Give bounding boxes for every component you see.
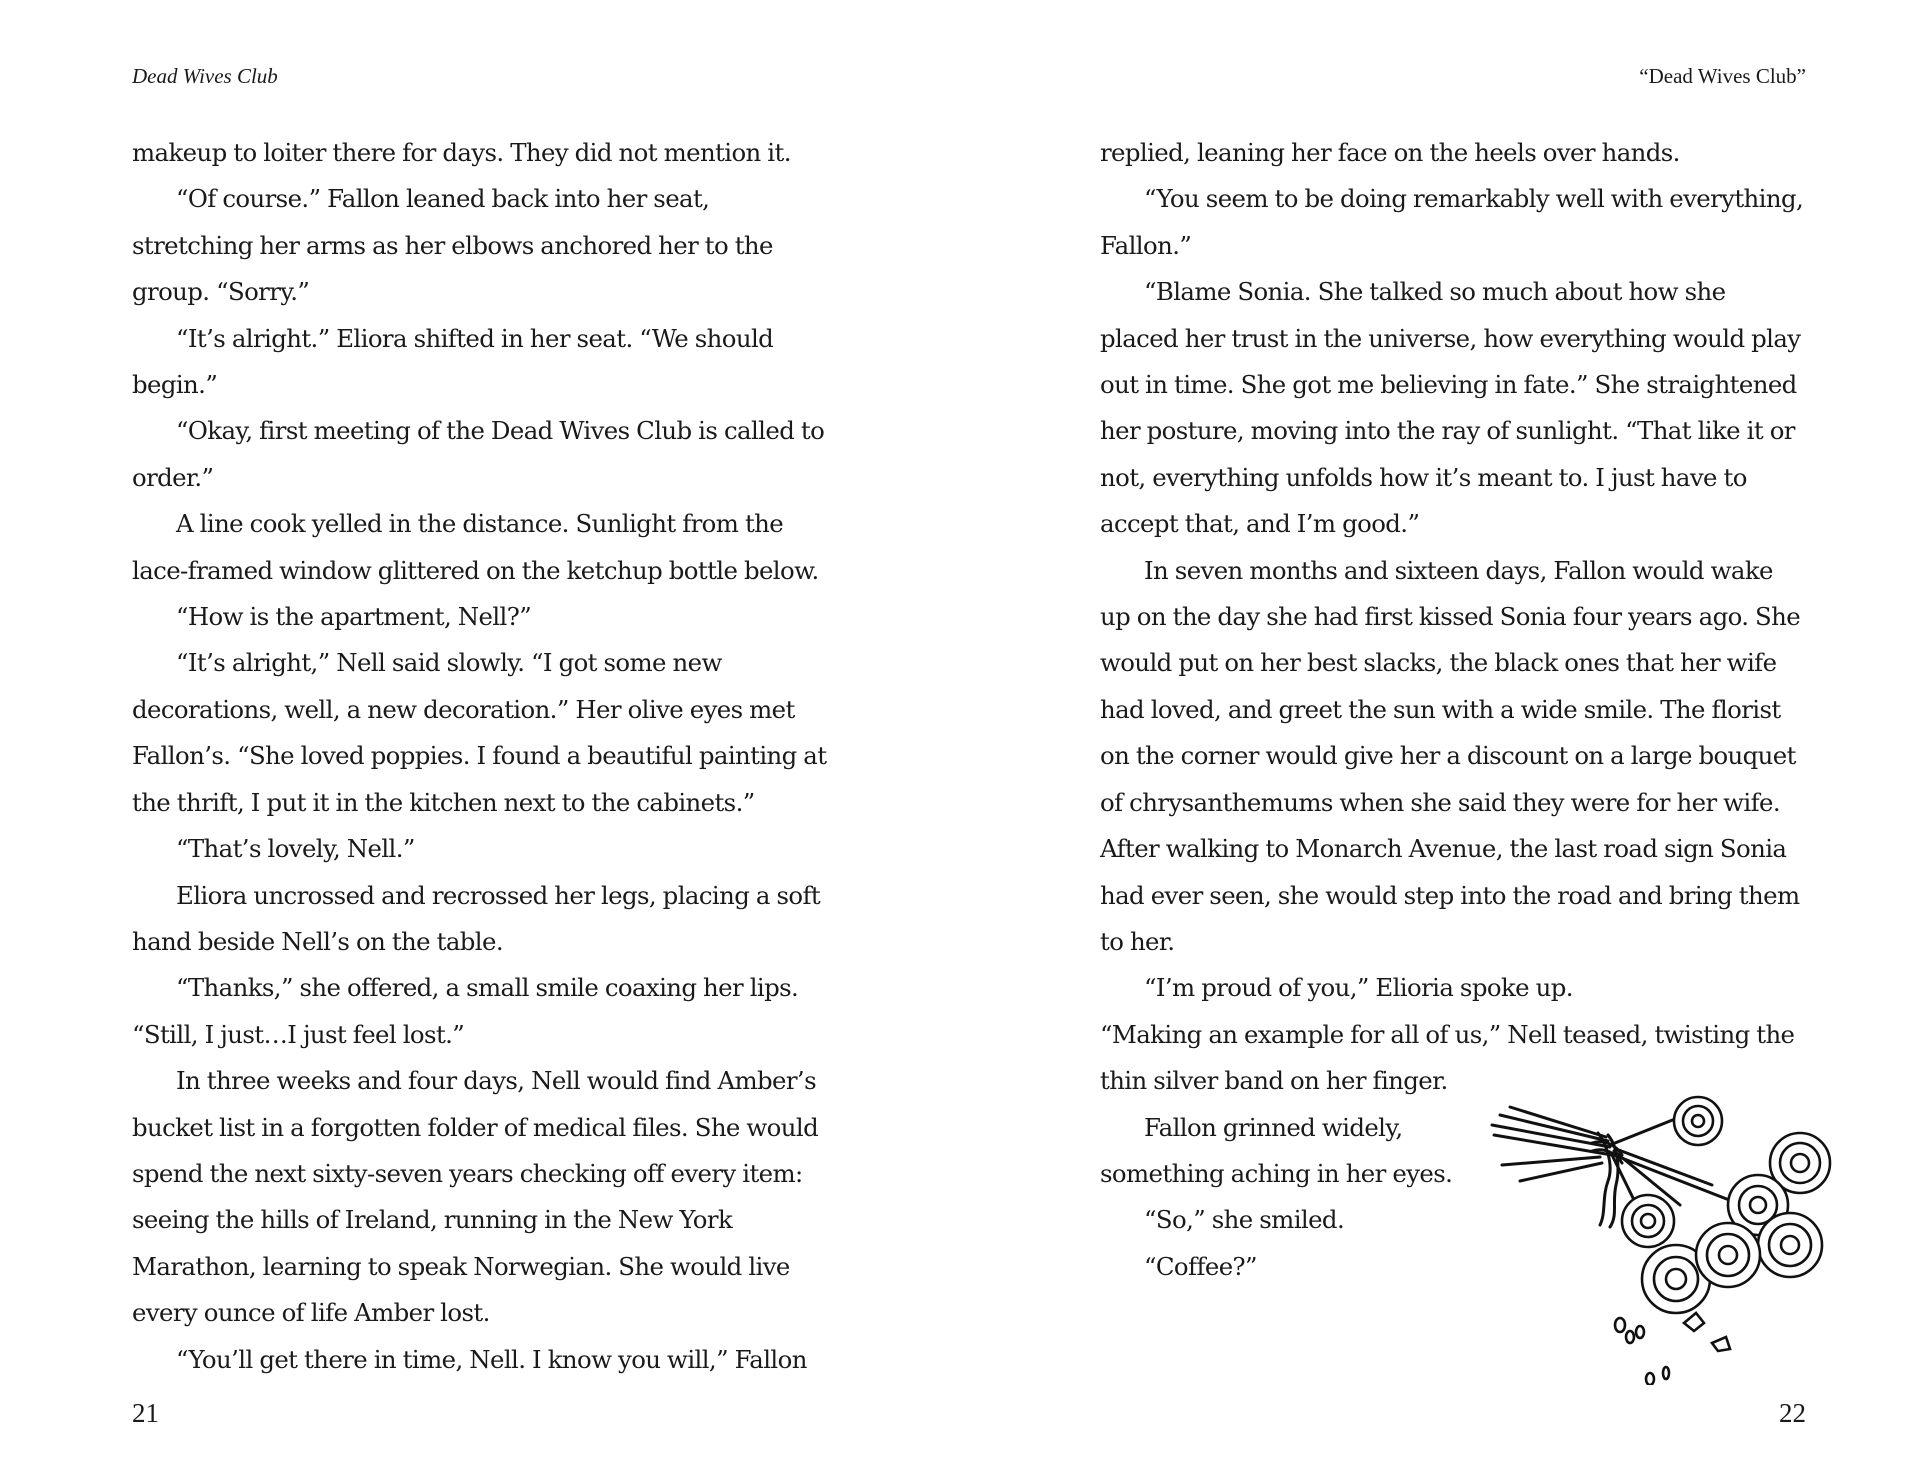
paragraph: “Okay, first meeting of the Dead Wives Club is called to order.” <box>132 416 825 492</box>
paragraph: “That’s lovely, Nell.” <box>176 834 415 864</box>
page-number-left: 21 <box>132 1398 159 1428</box>
paragraph: makeup to loiter there for days. They did not mention it. <box>132 138 791 167</box>
paragraph: “Thanks,” she offered, a small smile coaxing her lips. “Still, I just…I just feel lost.” <box>132 973 799 1049</box>
paragraph: “You seem to be doing remarkably well with everything, Fallon.” <box>1100 184 1804 260</box>
running-head-right: “Dead Wives Club” <box>1639 64 1806 88</box>
paragraph: “Blame Sonia. She talked so much about how she placed her trust in the universe, how everything would play out in time. She got me believing in fate.” She straightened her posture, moving into the ray of sunlight. “That like it or not, everything unfolds how it’s meant to. I just have to accept that, and I’m good.” <box>1100 277 1801 539</box>
paragraph: In seven months and sixteen days, Fallon would wake up on the day she had first kissed Sonia four years ago. She would put on her best slacks, the black ones that her wife had loved, and greet the sun with a wide smile. The florist on the corner would give her a discount on a large bouquet of chrysanthemums when she said they were for her wife. After walking to Monarch Avenue, the last road sign Sonia had ever seen, she would step into the road and bring them to her. <box>1100 555 1801 956</box>
left-page-body <box>132 130 836 1383</box>
paragraph: “Making an example for all of us,” Nell teased, twisting the thin silver band on her finger. <box>1100 1019 1795 1096</box>
paragraph: “It’s alright,” Nell said slowly. “I got some new decorations, well, a new decoration.” Her olive eyes met Fallon’s. “She loved poppies. I found a beautiful painting at the thrift, I put it in the kitchen next to the cabinets.” <box>132 648 827 817</box>
paragraph: A line cook yelled in the distance. Sunlight from the lace-framed window glittered on the ketchup bottle below. <box>132 509 819 585</box>
paragraph: In three weeks and four days, Nell would find Amber’s bucket list in a forgotten folder of medical files. She would spend the next sixty-seven years checking off every item: seeing the hills of Ireland, running in the New York Marathon, learning to speak Norwegian. She would live every ounce of life Amber lost. <box>132 1066 819 1328</box>
chrysanthemum-bouquet-icon <box>1480 1085 1840 1385</box>
paragraph: “Of course.” Fallon leaned back into her seat, stretching her arms as her elbows anchored her to the group. “Sorry.” <box>132 184 773 307</box>
paragraph: “How is the apartment, Nell?” <box>176 602 532 632</box>
paragraph: “Coffee?” <box>1144 1251 1257 1281</box>
left-page <box>132 0 836 1484</box>
paragraph: replied, leaning her face on the heels over hands. <box>1100 138 1680 167</box>
paragraph: “I’m proud of you,” Elioria spoke up. <box>1144 973 1573 1003</box>
paragraph: “So,” she smiled. <box>1144 1205 1345 1235</box>
running-head-left: Dead Wives Club <box>132 64 278 88</box>
paragraph: Fallon grinned widely, <box>1144 1112 1403 1142</box>
page-number-right: 22 <box>1779 1398 1806 1428</box>
paragraph: “You’ll get there in time, Nell. I know you will,” Fallon <box>176 1344 807 1374</box>
paragraph: “It’s alright.” Eliora shifted in her seat. “We should begin.” <box>132 323 774 400</box>
paragraph: Eliora uncrossed and recrossed her legs, placing a soft hand beside Nell’s on the table. <box>132 880 821 956</box>
paragraph: something aching in her eyes. <box>1100 1158 1453 1188</box>
